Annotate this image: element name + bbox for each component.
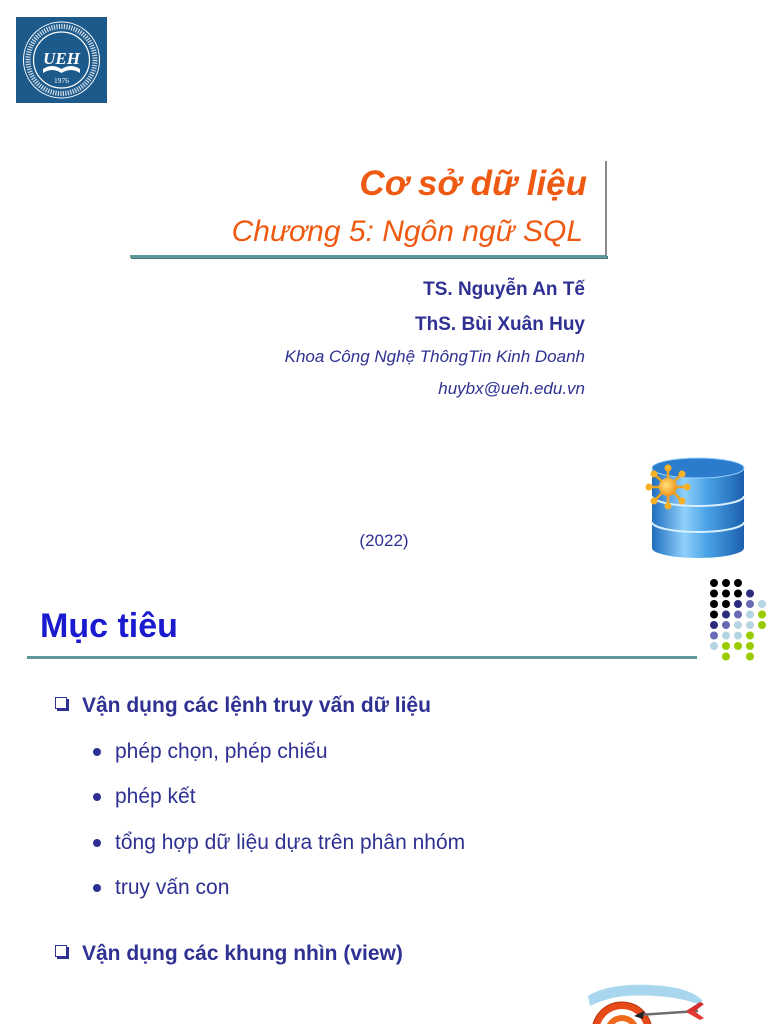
logo-initials: UEH bbox=[43, 49, 80, 68]
grid-dot bbox=[734, 632, 742, 640]
grid-dot bbox=[710, 642, 718, 650]
grid-dot bbox=[746, 653, 754, 661]
grid-dot bbox=[722, 579, 730, 587]
objective-item-2: Vận dụng các khung nhìn (view) bbox=[82, 942, 403, 965]
grid-dot bbox=[758, 600, 766, 608]
title-vertical-divider bbox=[605, 161, 607, 259]
grid-dot bbox=[722, 611, 730, 619]
grid-dot bbox=[734, 621, 742, 629]
grid-dot bbox=[722, 590, 730, 598]
dot-grid-icon bbox=[700, 570, 768, 666]
grid-dot bbox=[746, 611, 754, 619]
grid-dot bbox=[746, 621, 754, 629]
grid-dot bbox=[710, 579, 718, 587]
sub-item: phép kết bbox=[115, 785, 196, 808]
objective-item-1: Vận dụng các lệnh truy vấn dữ liệu bbox=[82, 694, 431, 717]
grid-dot bbox=[734, 579, 742, 587]
grid-dot bbox=[746, 590, 754, 598]
grid-dot bbox=[722, 632, 730, 640]
sub-item: truy vấn con bbox=[115, 876, 230, 899]
sub-item: phép chọn, phép chiếu bbox=[115, 740, 328, 763]
grid-dot bbox=[722, 621, 730, 629]
grid-dot bbox=[722, 600, 730, 608]
grid-dot bbox=[746, 600, 754, 608]
heading-underline bbox=[27, 656, 697, 659]
grid-dot bbox=[710, 600, 718, 608]
objectives-heading: Mục tiêu bbox=[40, 607, 178, 645]
grid-dot bbox=[746, 642, 754, 650]
ueh-logo bbox=[16, 17, 107, 103]
bullet-dot-icon bbox=[93, 884, 101, 892]
grid-dot bbox=[722, 642, 730, 650]
checkbox-bullet-icon bbox=[55, 697, 67, 709]
grid-dot bbox=[734, 611, 742, 619]
grid-dot bbox=[746, 632, 754, 640]
grid-dot bbox=[758, 611, 766, 619]
title-horizontal-divider bbox=[130, 255, 607, 258]
email: huybx@ueh.edu.vn bbox=[438, 379, 585, 398]
grid-dot bbox=[734, 600, 742, 608]
author-2: ThS. Bùi Xuân Huy bbox=[415, 314, 585, 335]
bullet-dot-icon bbox=[93, 839, 101, 847]
sub-item: tổng hợp dữ liệu dựa trên phân nhóm bbox=[115, 831, 466, 854]
slide-subtitle: Chương 5: Ngôn ngữ SQL bbox=[231, 215, 583, 248]
grid-dot bbox=[710, 611, 718, 619]
checkbox-bullet-icon bbox=[55, 945, 67, 957]
slide-title: Cơ sở dữ liệu bbox=[359, 164, 587, 203]
grid-dot bbox=[734, 590, 742, 598]
grid-dot bbox=[710, 590, 718, 598]
target-arrow-icon bbox=[586, 982, 706, 1024]
department: Khoa Công Nghệ ThôngTin Kinh Doanh bbox=[284, 347, 585, 366]
grid-dot bbox=[710, 632, 718, 640]
bullet-dot-icon bbox=[93, 793, 101, 801]
presentation-year: (2022) bbox=[359, 531, 409, 550]
bullet-dot-icon bbox=[93, 748, 101, 756]
grid-dot bbox=[758, 621, 766, 629]
author-1: TS. Nguyễn An Tế bbox=[423, 279, 585, 300]
grid-dot bbox=[722, 653, 730, 661]
grid-dot bbox=[734, 642, 742, 650]
logo-year: 1976 bbox=[54, 76, 69, 85]
grid-dot bbox=[710, 621, 718, 629]
